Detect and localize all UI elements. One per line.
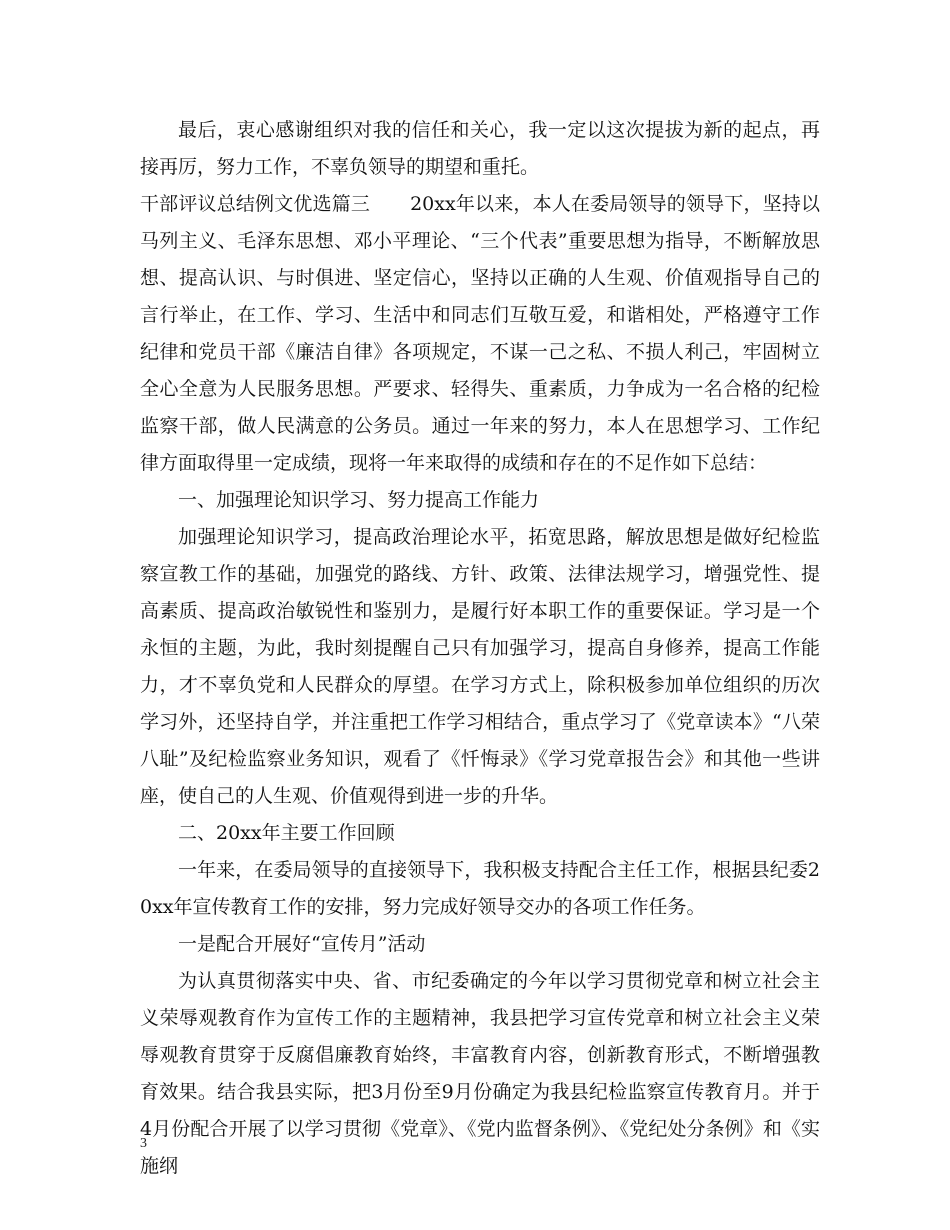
paragraph-publicity-month: 为认真贯彻落实中央、省、市纪委确定的今年以学习贯彻党章和树立社会主义荣辱观教育作为宣传工作的主题精神，我县把学习宣传党章和树立社会主义荣辱观教育贯穿于反腐倡廉教育始终，丰富教育内容，创新教育形式，不断增强教育效果。结合我县实际，把3月份至9月份确定为我县纪检监察宣传教育月。并于4月份配合开展了以学习贯彻《党章》、《党内监督条例》、《党纪处分条例》和《实施纲 — [140, 970, 820, 1177]
heading-work-review: 二、20xx年主要工作回顾 — [178, 822, 395, 844]
heading-study-theory: 一、加强理论知识学习、努力提高工作能力 — [178, 489, 540, 511]
paragraph-section-three — [140, 186, 820, 482]
section-intro-text: 20xx年以来，本人在委局领导的领导下，坚持以马列主义、毛泽东思想、邓小平理论、“三个代表”重要思想为指导，不断解放思想、提高认识、与时俱进、坚定信心，坚持以正确的人生观、价值观指导自己的言行举止，在工作、学习、生活中和同志们互敬互爱，和谐相处，严格遵守工作纪律和党员干部《廉洁自律》各项规定，不谋一己之私、不损人利己，牢固树立全心全意为人民服务思想。严要求、轻得失、重素质，力争成为一名合格的纪检监察干部，做人民满意的公务员。通过一年来的努力，本人在思想学习、工作纪律方面取得里一定成绩，现将一年来取得的成绩和存在的不足作如下总结： — [140, 193, 820, 474]
paragraph-study-theory: 加强理论知识学习，提高政治理论水平，拓宽思路，解放思想是做好纪检监察宣教工作的基础，加强党的路线、方针、政策、法律法规学习，增强党性、提高素质、提高政治敏锐性和鉴别力，是履行好本职工作的重要保证。学习是一个永恒的主题，为此，我时刻提醒自己只有加强学习，提高自身修养，提高工作能力，才不辜负党和人民群众的厚望。在学习方式上，除积极参加单位组织的历次学习外，还坚持自学，并注重把工作学习相结合，重点学习了《党章读本》“八荣八耻”及纪检监察业务知识，观看了《忏悔录》《学习党章报告会》和其他一些讲座，使自己的人生观、价值观得到进一步的升华。 — [140, 526, 820, 807]
paragraph-work-review: 一年来，在委局领导的直接领导下，我积极支持配合主任工作，根据县纪委20xx年宣传教育工作的安排，努力完成好领导交办的各项工作任务。 — [140, 859, 820, 918]
heading-publicity-month: 一是配合开展好“宣传月”活动 — [178, 933, 426, 955]
document-body — [140, 112, 820, 1185]
paragraph-closing-thanks: 最后，衷心感谢组织对我的信任和关心，我一定以这次提拔为新的起点，再接再厉，努力工作，不辜负领导的期望和重托。 — [140, 119, 820, 178]
page-number: 3 — [140, 1136, 147, 1151]
section-title: 干部评议总结例文优选篇三 — [140, 193, 371, 215]
